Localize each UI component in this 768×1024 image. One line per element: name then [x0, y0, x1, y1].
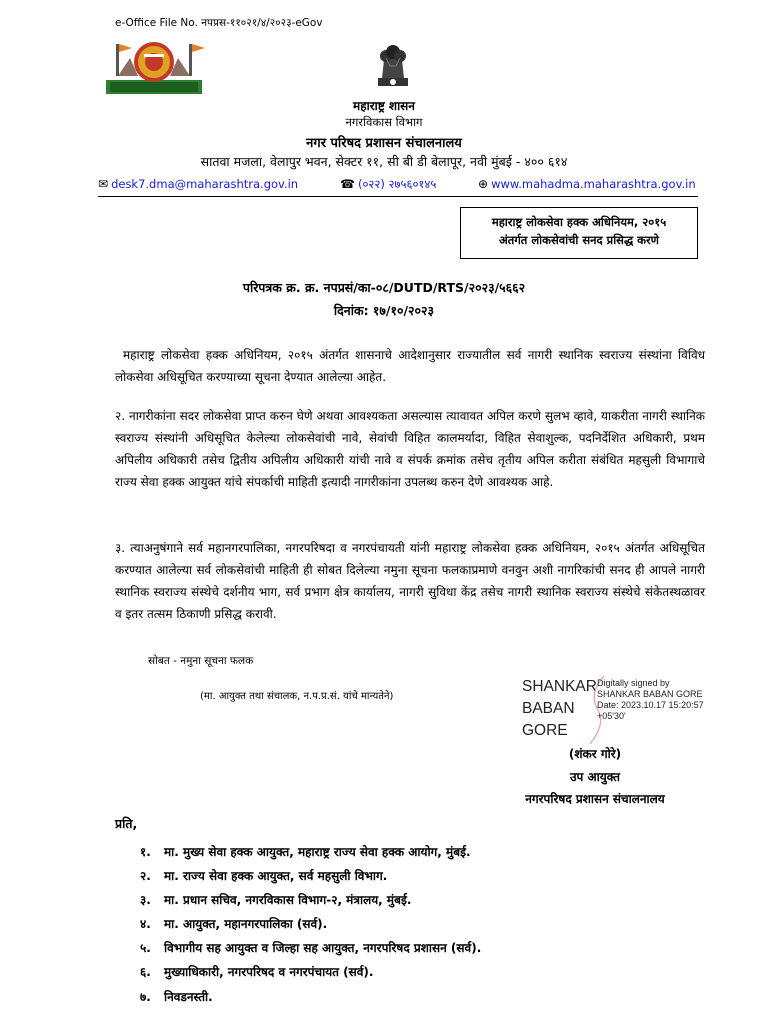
list-item-text: मा. राज्य सेवा हक्क आयुक्त, सर्व महसुली विभाग. — [164, 869, 388, 883]
list-item-number: २. — [140, 869, 151, 883]
list-item-number: ५. — [140, 941, 151, 955]
list-item-text: मा. प्रधान सचिव, नगरविकास विभाग-२, मंत्रालय, मुंबई. — [164, 893, 412, 907]
website-link[interactable]: www.mahadma.maharashtra.gov.in — [491, 177, 696, 191]
header-department: नगरविकास विभाग — [345, 115, 423, 129]
list-item-text: मा. आयुक्त, महानगरपालिका (सर्व). — [164, 917, 328, 931]
subject-line-1: महाराष्ट्र लोकसेवा हक्क अधिनियम, २०१५ — [491, 215, 667, 229]
signature-details — [597, 678, 707, 722]
list-item-number: ७. — [140, 990, 151, 1004]
signature-date: Date: 2023.10.17 15:20:57 +05'30' — [597, 700, 704, 721]
header-government: महाराष्ट्र शासन — [353, 99, 415, 113]
list-item — [140, 867, 387, 884]
circular-number: परिपत्रक क्र. क्र. नपप्रसं/का-०८/DUTD/RTS/२०२३/५६६२ — [242, 280, 526, 295]
attachment-note: सोबत - नमुना सूचना फलक — [148, 655, 254, 667]
list-item-number: १. — [140, 845, 151, 859]
subject-line-2: अंतर्गत लोकसेवांची सनद प्रसिद्ध करणे — [498, 233, 660, 247]
contact-website[interactable] — [478, 177, 696, 191]
header-directorate: नगर परिषद प्रशासन संचालनालय — [306, 136, 462, 151]
list-item — [140, 891, 411, 908]
paragraph-1: महाराष्ट्र लोकसेवा हक्क अधिनियम, २०१५ अंतर्गत शासनाचे आदेशानुसार राज्यातील सर्व नागरी स्थानिक स्वराज्य संस्थांना विविध लोकसेवा अधिसूचित करण्याच्या सूचना देण्यात आलेल्या आहेत. — [115, 348, 705, 384]
paragraph-3: ३. त्याअनुषंगाने सर्व महानगरपालिका, नगरपरिषदा व नगरपंचायती यांनी महाराष्ट्र लोकसेवा हक्क अधिनियम, २०१५ अंतर्गत अधिसूचित करण्यात आलेल्या सर्व लोकसेवांची माहिती ही सोबत दिलेल्या नमुना सूचना फलकाप्रमाणे वनवुन अशी नागरिकांची सनद ही आपले नागरी स्थानिक स्वराज्य संस्थेचे दर्शनीय भाग, सर्व प्रभाग क्षेत्र कार्यालय, नागरी सुविधा केंद्र तसेच नागरी स्थानिक स्वराज्य संस्थेचे संकेतस्थळावर व इतर तत्सम ठिकाणी प्रसिद्ध करावी. — [115, 541, 705, 621]
phone-icon: ☎ — [340, 177, 355, 191]
list-item-text: मुख्याधिकारी, नगरपरिषद व नगरपंचायत (सर्व). — [164, 965, 374, 979]
list-item — [140, 939, 481, 956]
email-link[interactable]: desk7.dma@maharashtra.gov.in — [111, 177, 299, 191]
list-item — [140, 843, 471, 860]
list-item-text: निवडनस्ती. — [164, 990, 213, 1004]
list-item-number: ३. — [140, 893, 151, 907]
approval-note: (मा. आयुक्त तथा संचालक, न.प.प्र.सं. यांचे मान्यतेने) — [200, 691, 394, 702]
contact-email[interactable] — [98, 177, 298, 191]
list-item-number: ६. — [140, 965, 151, 979]
email-icon: ✉ — [98, 177, 109, 191]
globe-icon: ⊕ — [478, 177, 489, 191]
signatory-name: (शंकर गोरे) — [568, 747, 622, 761]
subject-box — [460, 207, 698, 259]
list-item — [140, 915, 327, 932]
signatory-office: नगरपरिषद प्रशासन संचालनालय — [525, 792, 665, 806]
to-label: प्रति, — [115, 816, 138, 831]
list-item — [140, 963, 373, 980]
department-logo — [98, 36, 210, 100]
circular-date: दिनांक: १७/१०/२०२३ — [333, 303, 435, 318]
list-item-number: ४. — [140, 917, 151, 931]
file-number: e-Office File No. नपप्रस-११०२१/४/२०२३-eGov — [115, 17, 323, 29]
contact-phone[interactable] — [340, 177, 436, 192]
list-item — [140, 988, 213, 1005]
list-item-text: मा. मुख्य सेवा हक्क आयुक्त, महाराष्ट्र राज्य सेवा हक्क आयोग, मुंबई. — [164, 845, 471, 859]
header-address: सातवा मजला, वेलापुर भवन, सेक्टर ११, सी बी डी बेलापूर, नवी मुंबई - ४०० ६१४ — [200, 154, 568, 169]
list-item-text: विभागीय सह आयुक्त व जिल्हा सह आयुक्त, नगरपरिषद प्रशासन (सर्व). — [164, 941, 482, 955]
national-emblem — [370, 38, 416, 92]
paragraph-2: २. नागरीकांना सदर लोकसेवा प्राप्त करुन घेणे अथवा आवश्यकता असल्यास त्यावावत अपिल करणे सुलभ व्हावे, याकरीता नागरी स्थानिक स्वराज्य संस्थांनी अधिसूचित केलेल्या लोकसेवांची नावे, सेवांची विहित कालमर्यादा, विहित सेवाशुल्क, पदनिर्देशित अधिकारी, प्रथम अपिलीय अधिकारी तसेच द्वितीय अपिलीय अधिकारी यांची नावे व संपर्क क्रमांक तसेच तृतीय अपिल करीता संबंधित महसुली विभागाचे राज्य सेवा हक्क आयुक्त यांचे संपर्काची माहिती इत्यादी नागरीकांना उपलब्ध करुन देणे आवश्यक आहे. — [115, 409, 705, 489]
header-divider — [98, 196, 698, 197]
signature-name-block: SHANKAR BABAN GORE — [522, 678, 597, 739]
phone-number[interactable]: (०२२) २७५६०१४५ — [357, 177, 437, 191]
signatory-designation: उप आयुक्त — [569, 770, 621, 784]
signature-signed-label: Digitally signed by SHANKAR BABAN GORE — [597, 678, 703, 699]
